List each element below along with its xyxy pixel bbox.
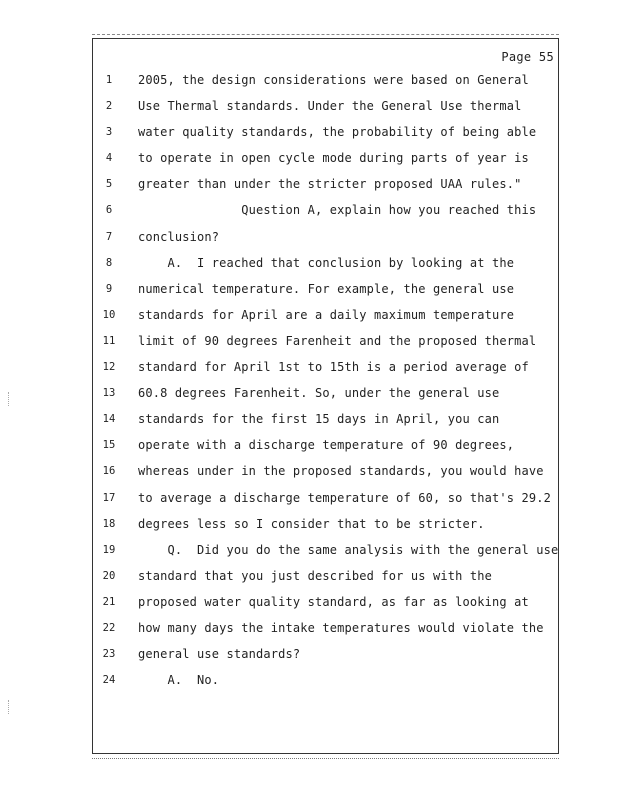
line-number: 18 [102, 517, 116, 530]
transcript-line: operate with a discharge temperature of 90 degrees, [138, 438, 515, 453]
line-number-column [92, 67, 126, 693]
line-number: 16 [102, 465, 116, 478]
transcript-line: conclusion? [138, 229, 220, 244]
transcript-line: water quality standards, the probability of being able [138, 125, 537, 140]
transcript-line: whereas under in the proposed standards, you would have [138, 464, 544, 479]
line-number: 17 [102, 491, 116, 504]
transcript-line: greater than under the stricter proposed UAA rules." [138, 177, 522, 192]
line-number: 15 [102, 439, 116, 452]
transcript-line: numerical temperature. For example, the general use [138, 281, 515, 296]
line-number: 3 [105, 126, 113, 139]
bottom-rule [92, 758, 559, 760]
margin-mark [8, 392, 15, 406]
transcript-line: degrees less so I consider that to be stricter. [138, 516, 485, 531]
line-number: 23 [102, 648, 116, 661]
transcript-line: to average a discharge temperature of 60, so that's 29.2 [138, 490, 551, 505]
line-number: 14 [102, 413, 116, 426]
transcript-line: to operate in open cycle mode during parts of year is [138, 151, 529, 166]
transcript-line: standards for the first 15 days in April, you can [138, 412, 500, 427]
line-number: 6 [105, 204, 113, 217]
transcript-line: A. I reached that conclusion by looking at the [138, 255, 515, 270]
line-number: 5 [105, 178, 113, 191]
line-number: 10 [102, 308, 116, 321]
transcript-line: general use standards? [138, 647, 301, 662]
line-number: 24 [102, 674, 116, 687]
line-number: 11 [102, 334, 116, 347]
transcript-line: A. No. [138, 673, 220, 688]
line-number: 21 [102, 595, 116, 608]
transcript-line: limit of 90 degrees Farenheit and the proposed thermal [138, 333, 537, 348]
line-number: 4 [105, 152, 113, 165]
transcript-line: 60.8 degrees Farenheit. So, under the general use [138, 386, 500, 401]
transcript-line: how many days the intake temperatures would violate the [138, 620, 544, 635]
transcript-line: Question A, explain how you reached this [138, 203, 537, 218]
transcript-line: standards for April are a daily maximum temperature [138, 307, 515, 322]
transcript-line: 2005, the design considerations were based on General [138, 73, 529, 87]
line-number: 20 [102, 569, 116, 582]
line-number: 2 [105, 100, 113, 113]
transcript-line: Use Thermal standards. Under the General Use thermal [138, 99, 522, 114]
line-number: 7 [105, 230, 113, 243]
line-number: 1 [105, 74, 113, 86]
transcript-line: proposed water quality standard, as far as looking at [138, 594, 529, 609]
top-rule [92, 34, 559, 36]
transcript-line: standard that you just described for us with the [138, 568, 492, 583]
transcript-text [138, 67, 559, 693]
line-number: 8 [105, 256, 113, 269]
transcript-line: Q. Did you do the same analysis with the general use [138, 542, 559, 557]
line-number: 13 [102, 387, 116, 400]
page-number: Page 55 [501, 50, 554, 64]
margin-mark [8, 700, 15, 714]
line-number: 9 [105, 282, 113, 295]
line-number: 12 [102, 361, 116, 374]
line-number: 22 [102, 621, 116, 634]
transcript-line: standard for April 1st to 15th is a period average of [138, 360, 529, 375]
line-number: 19 [102, 543, 116, 556]
